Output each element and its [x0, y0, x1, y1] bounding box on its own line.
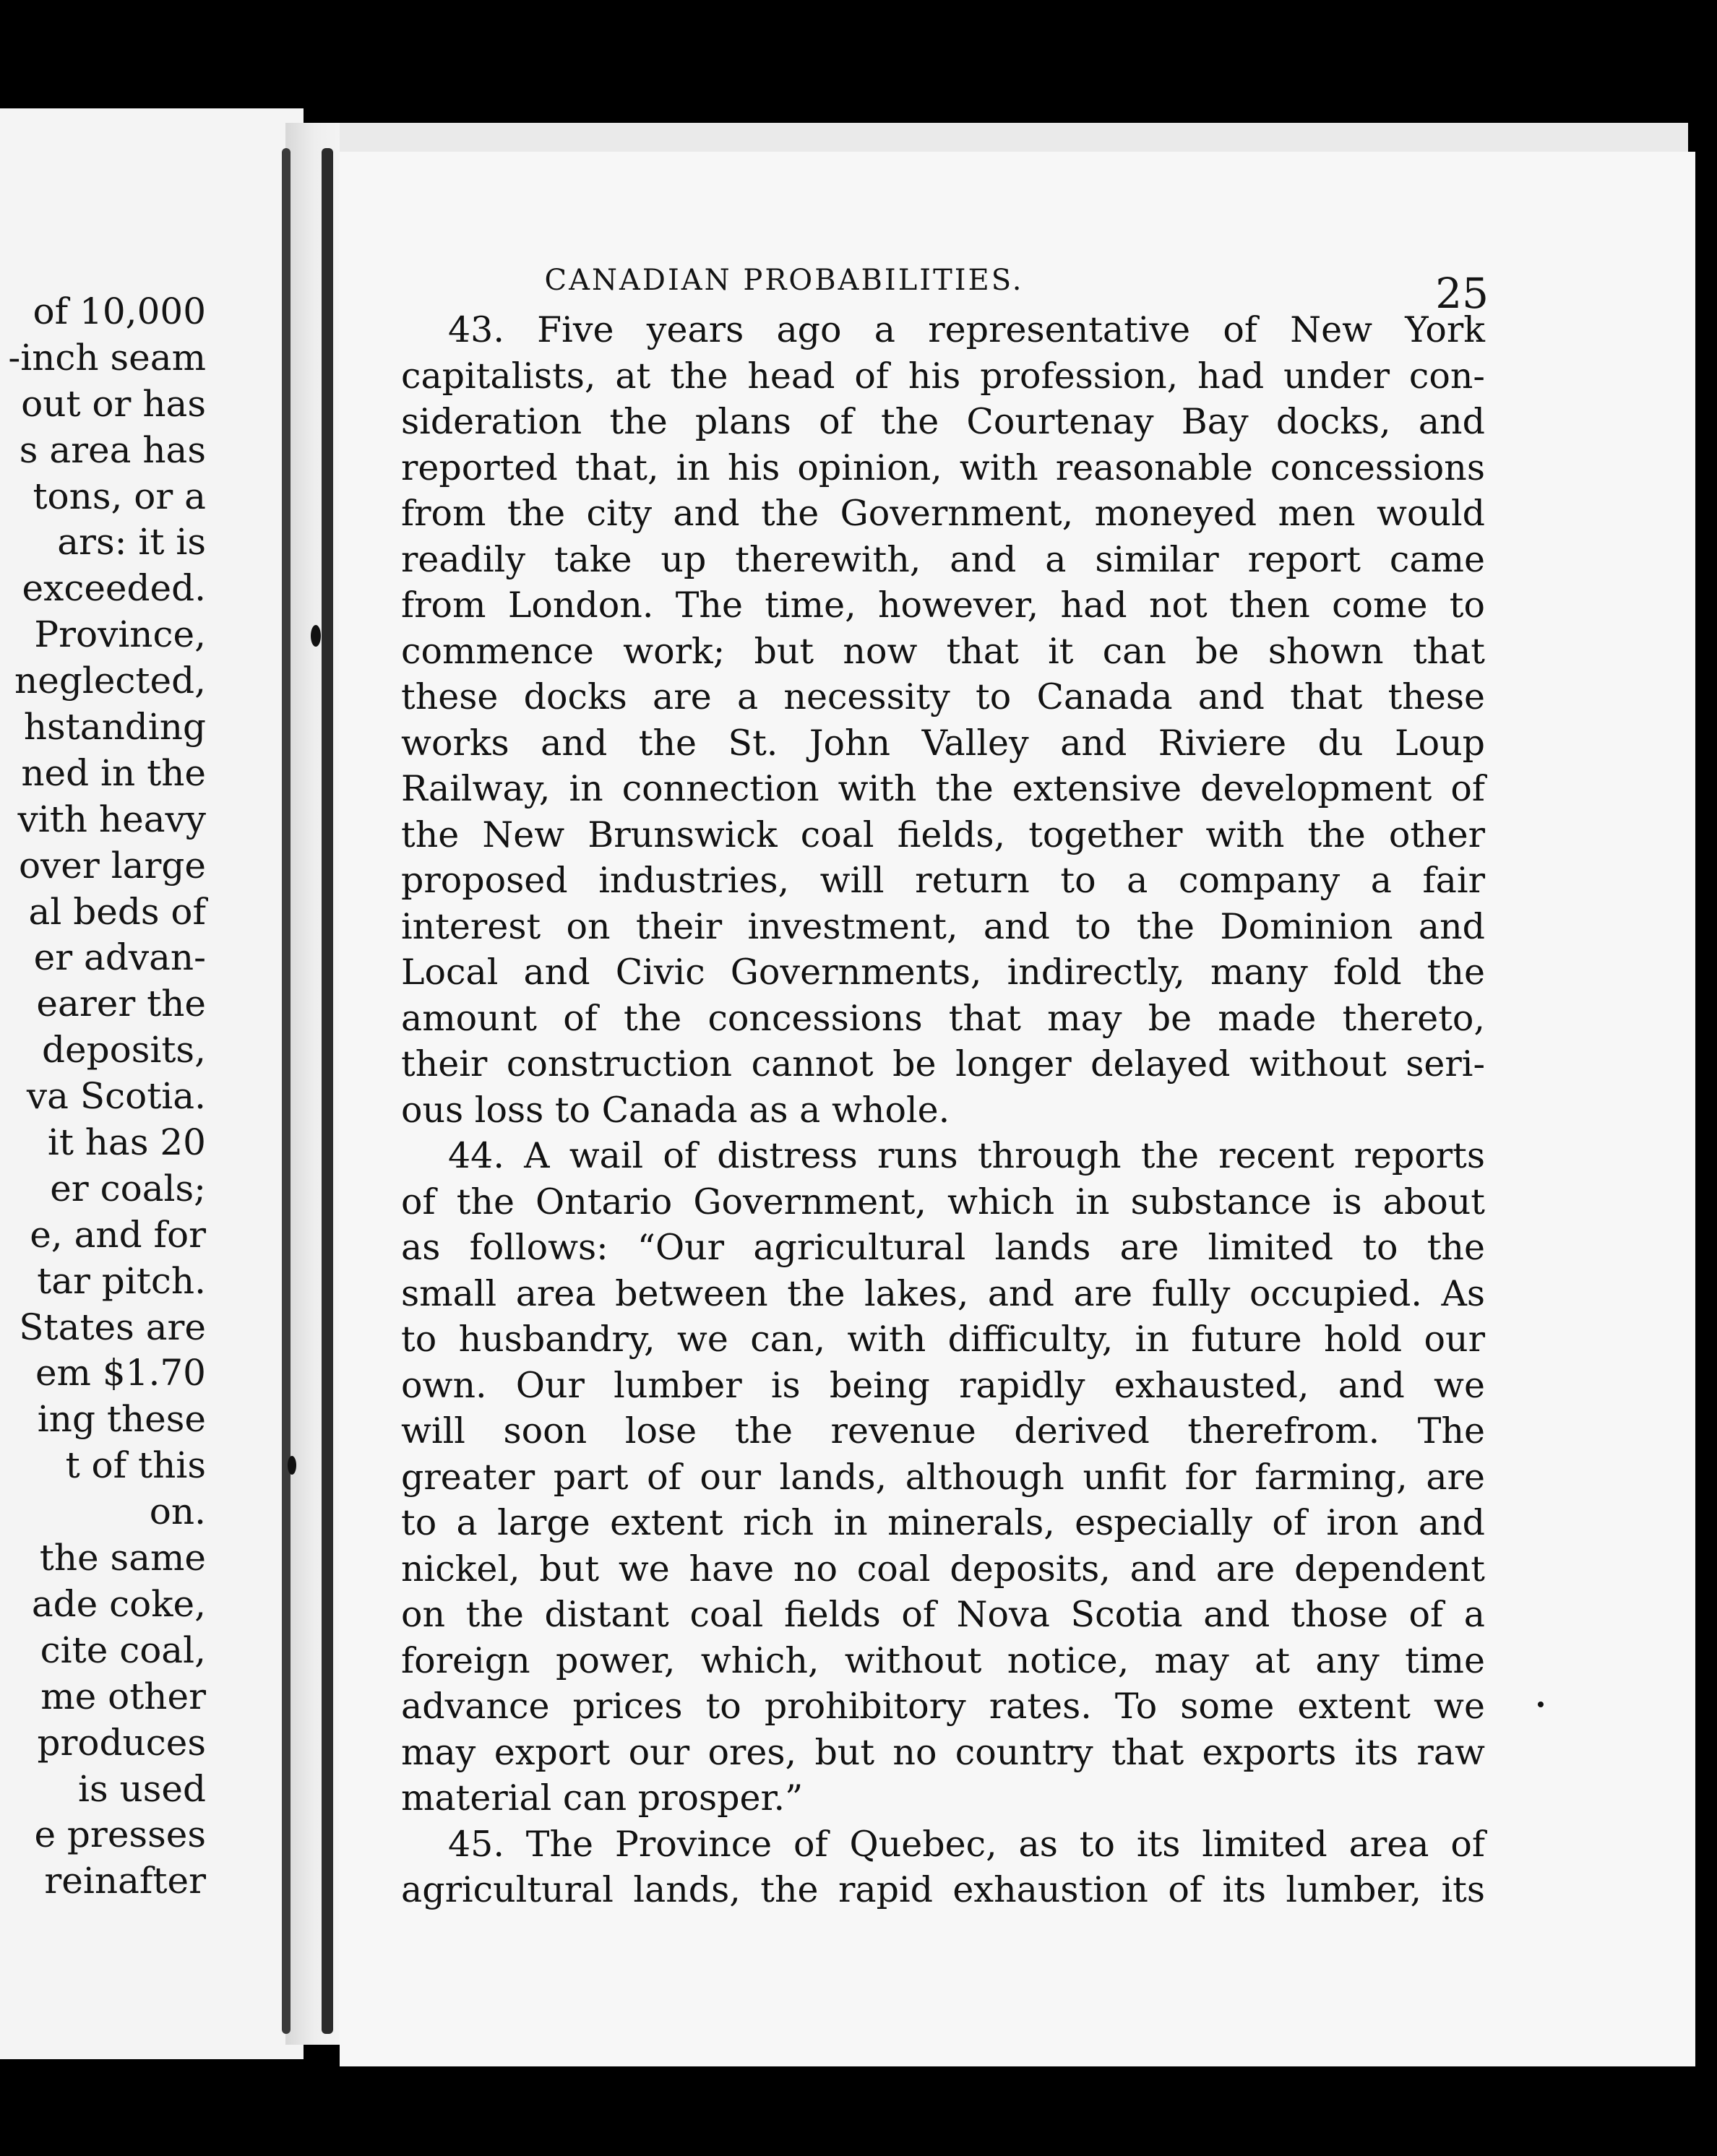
previous-page-text: [0, 289, 206, 1905]
page-body-text: [401, 307, 1485, 1913]
previous-page-line: er coals;: [50, 1167, 206, 1209]
previous-page-line: is used: [77, 1767, 206, 1810]
text-line: foreign power, which, without notice, may at any time: [401, 1639, 1485, 1681]
previous-page-line: it has 20: [47, 1121, 206, 1164]
previous-page-line: ing these: [37, 1398, 206, 1441]
text-line: agricultural lands, the rapid exhaustion of its lumber, its: [401, 1869, 1485, 1910]
previous-page-line: deposits,: [41, 1029, 206, 1071]
previous-page-fragment: [0, 108, 304, 2059]
previous-page-line: States are: [19, 1306, 206, 1348]
previous-page-line: cite coal,: [40, 1629, 206, 1671]
text-line: their construction cannot be longer delayed without seri-: [401, 1043, 1485, 1085]
previous-page-line: hstanding: [23, 706, 206, 749]
previous-page-line: s area has: [19, 428, 206, 471]
text-line: from London. The time, however, had not then come to: [401, 585, 1485, 626]
text-line: reported that, in his opinion, with reasonable concessions: [401, 447, 1485, 488]
binding-shadow-line: [322, 148, 333, 2034]
text-line: commence work; but now that it can be shown that: [401, 630, 1485, 672]
previous-page-line: Province,: [34, 613, 206, 656]
previous-page-line: the same: [39, 1537, 206, 1579]
binding-shadow-line-left: [282, 148, 291, 2034]
text-line: Local and Civic Governments, indirectly, many fold the: [401, 952, 1485, 993]
text-line: nickel, but we have no coal deposits, and are dependent: [401, 1548, 1485, 1590]
text-line: Railway, in connection with the extensive development of: [401, 768, 1485, 809]
text-line: interest on their investment, and to the Dominion and: [401, 905, 1485, 947]
previous-page-line: vith heavy: [17, 798, 206, 840]
previous-page-line: al beds of: [28, 890, 206, 933]
text-line: the New Brunswick coal fields, together with the other: [401, 814, 1485, 855]
previous-page-line: on.: [149, 1491, 206, 1533]
text-line: amount of the concessions that may be made thereto,: [401, 997, 1485, 1039]
previous-page-line: exceeded.: [22, 567, 206, 610]
text-line: ous loss to Canada as a whole.: [401, 1089, 950, 1131]
text-line: on the distant coal fields of Nova Scotia and those of a: [401, 1594, 1485, 1635]
previous-page-line: -inch seam: [8, 336, 206, 379]
previous-page-line: produces: [37, 1721, 206, 1764]
previous-page-line: ade coke,: [31, 1582, 206, 1625]
previous-page-line: ars: it is: [57, 521, 206, 564]
previous-page-line: over large: [18, 844, 206, 887]
text-line: readily take up therewith, and a similar report came: [401, 538, 1485, 580]
previous-page-line: reinafter: [44, 1860, 206, 1902]
previous-page-line: earer the: [36, 983, 206, 1025]
text-line: 43. Five years ago a representative of New York: [448, 309, 1485, 350]
previous-page-line: er advan-: [33, 936, 206, 979]
text-line: of the Ontario Government, which in substance is about: [401, 1181, 1485, 1223]
previous-page-line: e presses: [34, 1814, 206, 1856]
text-line: from the city and the Government, moneyed men would: [401, 493, 1485, 534]
previous-page-line: tar pitch.: [37, 1259, 206, 1302]
previous-page-line: va Scotia.: [26, 1075, 206, 1118]
previous-page-line: out or has: [21, 382, 206, 425]
text-line: 44. A wail of distress runs through the recent reports: [448, 1135, 1485, 1176]
text-line: 45. The Province of Quebec, as to its limited area of: [448, 1823, 1485, 1865]
text-line: proposed industries, will return to a company a fair: [401, 860, 1485, 901]
previous-page-line: me other: [40, 1675, 206, 1717]
scan-speck: [311, 625, 321, 647]
text-line: small area between the lakes, and are fully occupied. As: [401, 1272, 1485, 1314]
previous-page-line: ned in the: [21, 751, 206, 794]
text-line: sideration the plans of the Courtenay Bay docks, and: [401, 401, 1485, 442]
text-line: works and the St. John Valley and Riviere du Loup: [401, 722, 1485, 764]
previous-page-line: e, and for: [30, 1213, 206, 1256]
previous-page-line: tons, or a: [33, 475, 206, 517]
text-line: greater part of our lands, although unfit for farming, are: [401, 1456, 1485, 1498]
previous-page-line: of 10,000: [33, 290, 206, 332]
text-line: these docks are a necessity to Canada and that these: [401, 676, 1485, 717]
scan-speck: [288, 1456, 296, 1475]
previous-page-line: neglected,: [14, 660, 206, 702]
text-line: to a large extent rich in minerals, especially of iron and: [401, 1502, 1485, 1543]
text-line: to husbandry, we can, with difficulty, in future hold our: [401, 1319, 1485, 1360]
text-line: advance prices to prohibitory rates. To some extent we: [401, 1686, 1485, 1727]
text-line: will soon lose the revenue derived therefrom. The: [401, 1410, 1485, 1452]
scan-speck: [1538, 1702, 1544, 1707]
text-line: may export our ores, but no country that exports its raw: [401, 1731, 1485, 1773]
page-number: 25: [1435, 269, 1489, 318]
text-line: material can prosper.”: [401, 1777, 804, 1819]
previous-page-line: t of this: [65, 1444, 206, 1487]
running-head: CANADIAN PROBABILITIES.: [544, 264, 1024, 297]
text-line: own. Our lumber is being rapidly exhausted, and we: [401, 1364, 1485, 1406]
previous-page-line: em $1.70: [35, 1352, 206, 1394]
text-line: as follows: “Our agricultural lands are limited to the: [401, 1227, 1485, 1268]
text-line: capitalists, at the head of his profession, had under con-: [401, 355, 1485, 397]
